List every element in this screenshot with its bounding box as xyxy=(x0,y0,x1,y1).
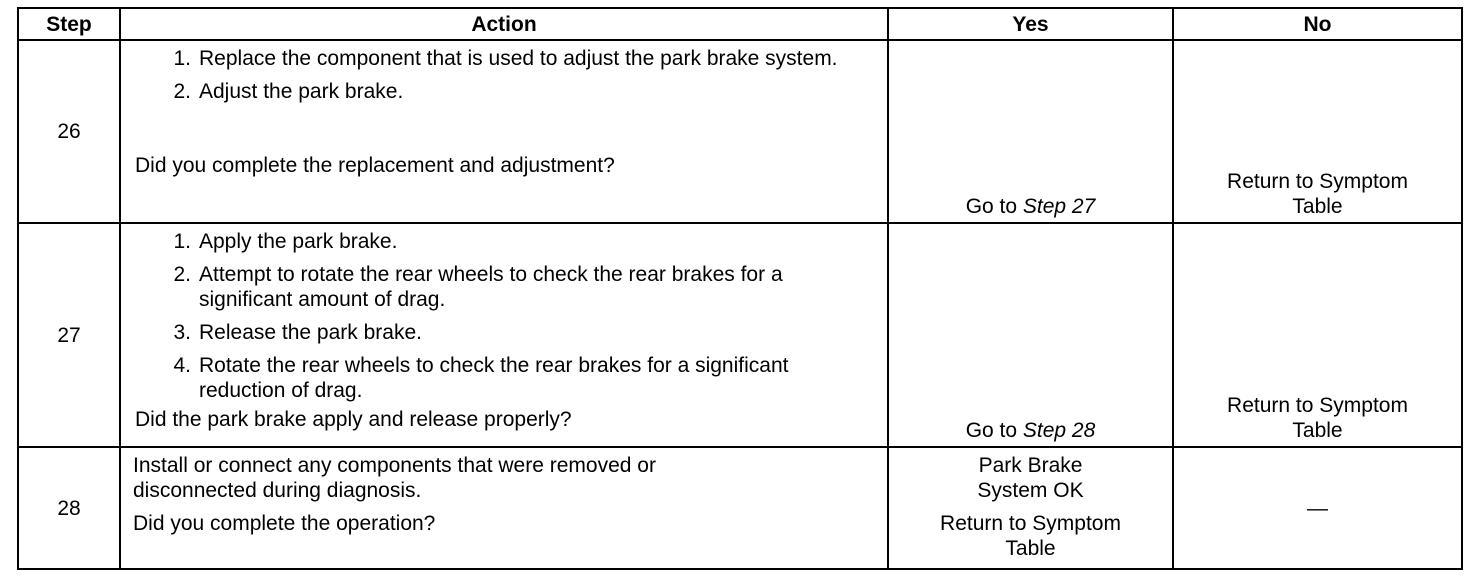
list-item xyxy=(135,79,875,104)
list-item xyxy=(135,262,875,312)
list-item-text: Replace the component that is used to adjust the park brake system. xyxy=(199,47,838,70)
list-item xyxy=(135,320,875,345)
action-cell xyxy=(120,40,888,223)
no-text: — xyxy=(1307,496,1328,520)
list-item-text: Release the park brake. xyxy=(199,321,422,344)
action-list xyxy=(135,46,875,104)
list-item-number: 4. xyxy=(173,354,191,377)
yes-result-return: Return to Symptom Table xyxy=(940,512,1121,560)
list-item-number: 1. xyxy=(173,230,191,253)
yes-cell xyxy=(888,447,1173,569)
table-row xyxy=(18,40,1462,223)
question-text: Did you complete the replacement and adjustment? xyxy=(135,154,615,177)
question-text: Did the park brake apply and release properly? xyxy=(135,408,572,431)
list-item-text: Adjust the park brake. xyxy=(199,80,404,103)
question-text: Did you complete the operation? xyxy=(133,512,436,535)
header-yes: Yes xyxy=(888,8,1173,40)
list-item xyxy=(135,46,875,71)
table-row xyxy=(18,447,1462,569)
list-item xyxy=(135,229,875,254)
action-cell xyxy=(120,447,888,569)
header-action: Action xyxy=(120,8,888,40)
step-number: 27 xyxy=(18,223,120,447)
step-link[interactable]: Step 27 xyxy=(1022,195,1096,218)
yes-result-ok: Park Brake System OK xyxy=(977,454,1084,502)
action-cell xyxy=(120,223,888,447)
list-item-text: Apply the park brake. xyxy=(199,230,398,253)
no-text: Return to Symptom Table xyxy=(1227,394,1408,442)
yes-prefix: Go to xyxy=(965,195,1023,218)
list-item-number: 2. xyxy=(173,80,191,103)
yes-prefix: Go to xyxy=(965,419,1023,442)
yes-cell xyxy=(888,40,1173,223)
header-row xyxy=(18,8,1462,40)
table-row xyxy=(18,223,1462,447)
list-item-number: 1. xyxy=(173,47,191,70)
no-cell xyxy=(1173,40,1462,223)
list-item-text: Attempt to rotate the rear wheels to check the rear brakes for a significant amount of drag. xyxy=(199,263,783,311)
action-list xyxy=(135,229,875,403)
list-item-number: 2. xyxy=(173,263,191,286)
list-item-text: Rotate the rear wheels to check the rear brakes for a significant reduction of drag. xyxy=(199,354,789,402)
header-step: Step xyxy=(18,8,120,40)
header-no: No xyxy=(1173,8,1462,40)
no-cell xyxy=(1173,223,1462,447)
step-number: 28 xyxy=(18,447,120,569)
list-item xyxy=(135,353,875,403)
yes-cell xyxy=(888,223,1173,447)
diagnostic-table xyxy=(17,7,1463,570)
step-number: 26 xyxy=(18,40,120,223)
step-link[interactable]: Step 28 xyxy=(1022,419,1096,442)
no-cell xyxy=(1173,447,1462,569)
list-item-number: 3. xyxy=(173,321,191,344)
no-text: Return to Symptom Table xyxy=(1227,170,1408,218)
instruction-text: Install or connect any components that were removed or disconnected during diagnosis. xyxy=(133,454,656,502)
